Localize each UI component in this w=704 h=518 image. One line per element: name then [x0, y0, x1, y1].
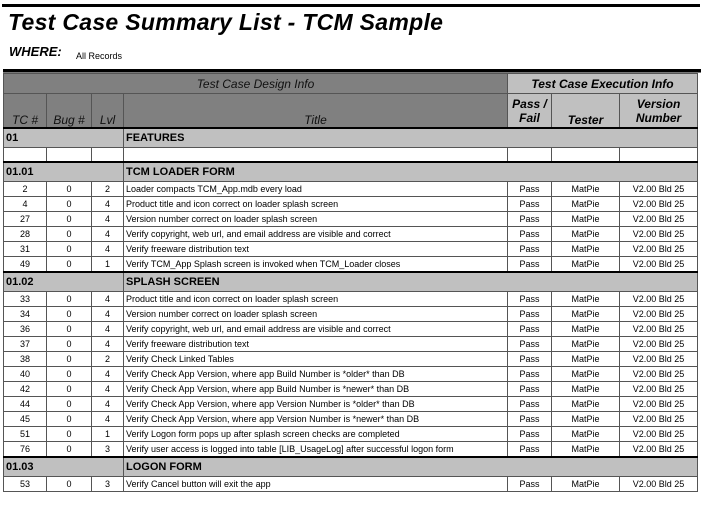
version-number: V2.00 Bld 25	[620, 367, 698, 382]
pass-fail: Pass	[508, 292, 552, 307]
bug-number: 0	[47, 397, 92, 412]
table-row[interactable]	[4, 442, 698, 458]
level: 3	[92, 442, 124, 458]
bug-number: 0	[47, 352, 92, 367]
level: 4	[92, 242, 124, 257]
pass-fail: Pass	[508, 322, 552, 337]
section-name: LOGON FORM	[124, 457, 698, 477]
bug-number: 0	[47, 197, 92, 212]
section-row	[4, 272, 698, 292]
level: 4	[92, 337, 124, 352]
tester: MatPie	[552, 352, 620, 367]
bug-number: 0	[47, 242, 92, 257]
pass-fail: Pass	[508, 307, 552, 322]
table-body	[4, 128, 698, 492]
pass-fail: Pass	[508, 352, 552, 367]
report-title: Test Case Summary List - TCM Sample	[8, 9, 444, 35]
tc-number: 27	[4, 212, 47, 227]
pass-fail: Pass	[508, 227, 552, 242]
version-number: V2.00 Bld 25	[620, 382, 698, 397]
pass-fail: Pass	[508, 367, 552, 382]
test-title: Product title and icon correct on loader splash screen	[124, 292, 508, 307]
table-row[interactable]	[4, 427, 698, 442]
pass-fail: Pass	[508, 257, 552, 273]
version-number: V2.00 Bld 25	[620, 257, 698, 273]
version-number: V2.00 Bld 25	[620, 307, 698, 322]
bug-number: 0	[47, 427, 92, 442]
blank-cell	[47, 148, 92, 163]
bug-number: 0	[47, 307, 92, 322]
tc-number: 42	[4, 382, 47, 397]
test-title: Verify Check App Version, where app Version Number is *older* than DB	[124, 397, 508, 412]
test-title: Verify Check App Version, where app Build Number is *newer* than DB	[124, 382, 508, 397]
test-title: Version number correct on loader splash screen	[124, 307, 508, 322]
level: 2	[92, 352, 124, 367]
where-label: WHERE:	[9, 44, 62, 59]
tester: MatPie	[552, 337, 620, 352]
group-header-design: Test Case Design Info	[4, 74, 508, 94]
table-row[interactable]	[4, 322, 698, 337]
table-row[interactable]	[4, 382, 698, 397]
tc-number: 31	[4, 242, 47, 257]
bug-number: 0	[47, 477, 92, 492]
test-title: Verify user access is logged into table [LIB_UsageLog] after successful logon form	[124, 442, 508, 458]
level: 1	[92, 427, 124, 442]
test-title: Verify copyright, web url, and email address are visible and correct	[124, 322, 508, 337]
tester: MatPie	[552, 212, 620, 227]
tc-number: 49	[4, 257, 47, 273]
tester: MatPie	[552, 412, 620, 427]
test-case-table	[3, 73, 698, 492]
section-id: 01.02	[4, 272, 124, 292]
table-row[interactable]	[4, 477, 698, 492]
level: 4	[92, 367, 124, 382]
level: 4	[92, 197, 124, 212]
version-number: V2.00 Bld 25	[620, 292, 698, 307]
bug-number: 0	[47, 412, 92, 427]
col-header-tester: Tester	[552, 94, 620, 129]
bug-number: 0	[47, 382, 92, 397]
section-name: SPLASH SCREEN	[124, 272, 698, 292]
version-number: V2.00 Bld 25	[620, 212, 698, 227]
col-header-pass-fail: Pass / Fail	[508, 94, 552, 129]
version-number: V2.00 Bld 25	[620, 227, 698, 242]
tester: MatPie	[552, 197, 620, 212]
section-row	[4, 162, 698, 182]
test-title: Loader compacts TCM_App.mdb every load	[124, 182, 508, 197]
tc-number: 34	[4, 307, 47, 322]
level: 3	[92, 477, 124, 492]
blank-row	[4, 148, 698, 163]
col-header-bug: Bug #	[47, 94, 92, 129]
col-header-version: Version Number	[620, 94, 698, 129]
section-name: FEATURES	[124, 128, 698, 148]
bug-number: 0	[47, 182, 92, 197]
table-row[interactable]	[4, 292, 698, 307]
pass-fail: Pass	[508, 477, 552, 492]
test-title: Verify Cancel button will exit the app	[124, 477, 508, 492]
blank-cell	[508, 148, 552, 163]
tester: MatPie	[552, 442, 620, 458]
level: 1	[92, 257, 124, 273]
tc-number: 40	[4, 367, 47, 382]
pass-fail: Pass	[508, 212, 552, 227]
table-row[interactable]	[4, 242, 698, 257]
pass-fail: Pass	[508, 412, 552, 427]
tester: MatPie	[552, 367, 620, 382]
section-id: 01	[4, 128, 124, 148]
version-number: V2.00 Bld 25	[620, 322, 698, 337]
table-row[interactable]	[4, 352, 698, 367]
test-title: Verify Logon form pops up after splash screen checks are completed	[124, 427, 508, 442]
col-header-tc: TC #	[4, 94, 47, 129]
version-number: V2.00 Bld 25	[620, 477, 698, 492]
section-row	[4, 128, 698, 148]
table-row[interactable]	[4, 257, 698, 273]
tester: MatPie	[552, 182, 620, 197]
bug-number: 0	[47, 212, 92, 227]
table-row[interactable]	[4, 212, 698, 227]
test-title: Verify copyright, web url, and email address are visible and correct	[124, 227, 508, 242]
blank-cell	[92, 148, 124, 163]
where-value: All Records	[76, 51, 123, 61]
level: 4	[92, 412, 124, 427]
bug-number: 0	[47, 337, 92, 352]
section-id: 01.01	[4, 162, 124, 182]
version-number: V2.00 Bld 25	[620, 352, 698, 367]
test-title: Verify Check Linked Tables	[124, 352, 508, 367]
test-title: Version number correct on loader splash screen	[124, 212, 508, 227]
test-title: Verify Check App Version, where app Version Number is *newer* than DB	[124, 412, 508, 427]
tester: MatPie	[552, 227, 620, 242]
bug-number: 0	[47, 367, 92, 382]
table-row[interactable]	[4, 397, 698, 412]
bug-number: 0	[47, 227, 92, 242]
pass-fail: Pass	[508, 427, 552, 442]
pass-fail: Pass	[508, 242, 552, 257]
section-row	[4, 457, 698, 477]
top-rule	[2, 4, 700, 7]
tc-number: 45	[4, 412, 47, 427]
col-header-title: Title	[124, 94, 508, 129]
tester: MatPie	[552, 307, 620, 322]
tester: MatPie	[552, 322, 620, 337]
table-row[interactable]	[4, 227, 698, 242]
test-title: Verify Check App Version, where app Build Number is *older* than DB	[124, 367, 508, 382]
table-row[interactable]	[4, 182, 698, 197]
section-name: TCM LOADER FORM	[124, 162, 698, 182]
version-number: V2.00 Bld 25	[620, 397, 698, 412]
test-title: Verify TCM_App Splash screen is invoked when TCM_Loader closes	[124, 257, 508, 273]
version-number: V2.00 Bld 25	[620, 442, 698, 458]
section-id: 01.03	[4, 457, 124, 477]
version-number: V2.00 Bld 25	[620, 337, 698, 352]
bug-number: 0	[47, 322, 92, 337]
test-title: Product title and icon correct on loader splash screen	[124, 197, 508, 212]
blank-cell	[620, 148, 698, 163]
level: 4	[92, 227, 124, 242]
pass-fail: Pass	[508, 382, 552, 397]
tc-number: 28	[4, 227, 47, 242]
level: 4	[92, 322, 124, 337]
version-number: V2.00 Bld 25	[620, 427, 698, 442]
tc-number: 37	[4, 337, 47, 352]
tc-number: 4	[4, 197, 47, 212]
group-header-execution: Test Case Execution Info	[508, 74, 698, 94]
tc-number: 2	[4, 182, 47, 197]
pass-fail: Pass	[508, 442, 552, 458]
level: 4	[92, 382, 124, 397]
test-title: Verify freeware distribution text	[124, 337, 508, 352]
table-row[interactable]	[4, 412, 698, 427]
version-number: V2.00 Bld 25	[620, 412, 698, 427]
version-number: V2.00 Bld 25	[620, 182, 698, 197]
bug-number: 0	[47, 442, 92, 458]
test-title: Verify freeware distribution text	[124, 242, 508, 257]
level: 4	[92, 307, 124, 322]
tester: MatPie	[552, 292, 620, 307]
tc-number: 51	[4, 427, 47, 442]
table-row[interactable]	[4, 367, 698, 382]
table-row[interactable]	[4, 337, 698, 352]
bug-number: 0	[47, 257, 92, 273]
tester: MatPie	[552, 477, 620, 492]
blank-cell	[4, 148, 47, 163]
tc-number: 53	[4, 477, 47, 492]
level: 2	[92, 182, 124, 197]
tc-number: 76	[4, 442, 47, 458]
tester: MatPie	[552, 397, 620, 412]
blank-cell	[124, 148, 508, 163]
tester: MatPie	[552, 242, 620, 257]
pass-fail: Pass	[508, 197, 552, 212]
pass-fail: Pass	[508, 182, 552, 197]
blank-cell	[552, 148, 620, 163]
level: 4	[92, 397, 124, 412]
tester: MatPie	[552, 382, 620, 397]
tc-number: 38	[4, 352, 47, 367]
pass-fail: Pass	[508, 337, 552, 352]
level: 4	[92, 212, 124, 227]
tester: MatPie	[552, 427, 620, 442]
tester: MatPie	[552, 257, 620, 273]
tc-number: 33	[4, 292, 47, 307]
version-number: V2.00 Bld 25	[620, 197, 698, 212]
tc-number: 36	[4, 322, 47, 337]
bug-number: 0	[47, 292, 92, 307]
pass-fail: Pass	[508, 397, 552, 412]
tc-number: 44	[4, 397, 47, 412]
col-header-lvl: Lvl	[92, 94, 124, 129]
table-row[interactable]	[4, 197, 698, 212]
table-row[interactable]	[4, 307, 698, 322]
version-number: V2.00 Bld 25	[620, 242, 698, 257]
level: 4	[92, 292, 124, 307]
